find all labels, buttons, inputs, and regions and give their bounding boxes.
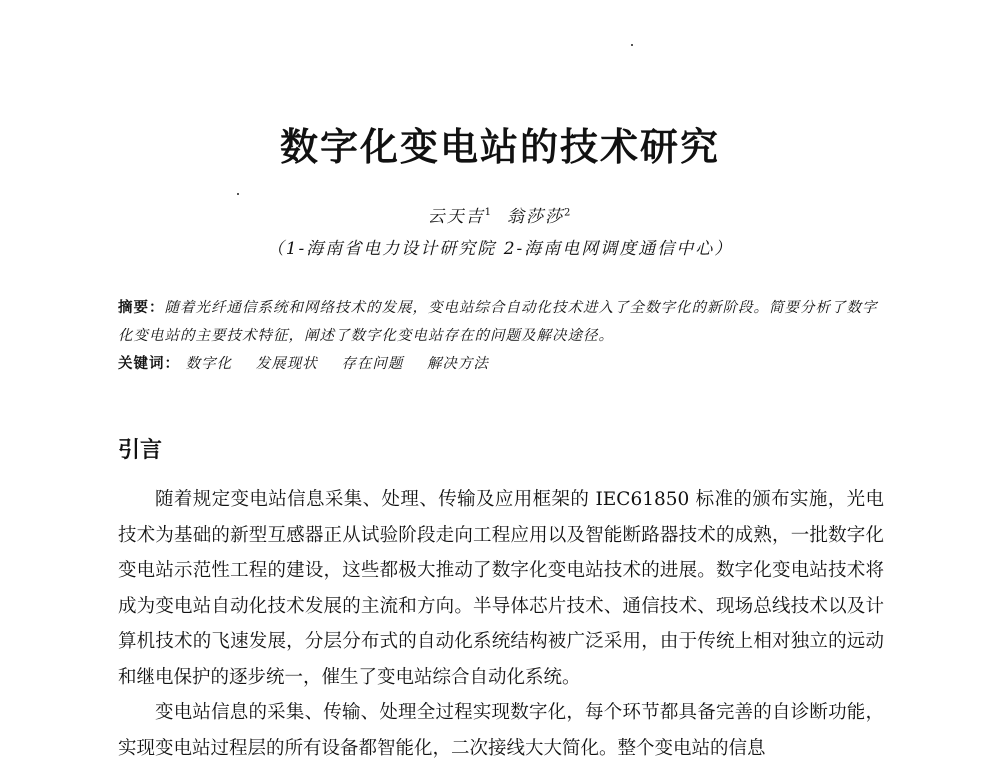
keywords — [118, 352, 507, 373]
keywords-label: 关键词： — [118, 355, 180, 372]
abstract — [118, 294, 888, 350]
keyword: 解决方法 — [426, 356, 489, 372]
author-mark: 2 — [564, 207, 573, 219]
paper-title: 数字化变电站的技术研究 — [279, 125, 720, 169]
keyword: 数字化 — [185, 356, 233, 372]
affiliations: （1-海南省电力设计研究院 2-海南电网调度通信中心） — [266, 239, 734, 259]
paragraph: 变电站信息的采集、传输、处理全过程实现数字化，每个环节都具备完善的自诊断功能，实现变电站过程层的所有设备都智能化，二次接线大大简化。整个变电站的信息 — [118, 702, 884, 759]
abstract-label: 摘要： — [118, 299, 165, 316]
scan-speck — [631, 44, 633, 46]
body-text — [118, 482, 884, 766]
paragraph: 随着规定变电站信息采集、处理、传输及应用框架的 IEC61850 标准的颁布实施，光电技术为基础的新型互感器正从试验阶段走向工程应用以及智能断路器技术的成熟，一批数字化变电站示范性工程的建设，这些都极大推动了数字化变电站技术的进展。数字化变电站技术将成为变电站自动化技术发展的主流和方向。半导体芯片技术、通信技术、现场总线技术以及计算机技术的飞速发展，分层分布式的自动化系统结构被广泛采用，由于传统上相对独立的远动和继电保护的逐步统一，催生了变电站综合自动化系统。 — [118, 489, 884, 688]
section-heading: 引言 — [118, 438, 163, 463]
author-name: 翁莎莎 — [507, 207, 564, 227]
keyword: 存在问题 — [341, 356, 404, 372]
scan-speck — [237, 193, 239, 195]
author-line — [0, 202, 1000, 227]
author-mark: 1 — [484, 207, 493, 219]
keyword: 发展现状 — [255, 356, 318, 372]
abstract-text: 随着光纤通信系统和网络技术的发展，变电站综合自动化技术进入了全数字化的新阶段。简要分析了数字化变电站的主要技术特征，阐述了数字化变电站存在的问题及解决途径。 — [118, 300, 878, 344]
author-name: 云天吉 — [427, 207, 485, 227]
